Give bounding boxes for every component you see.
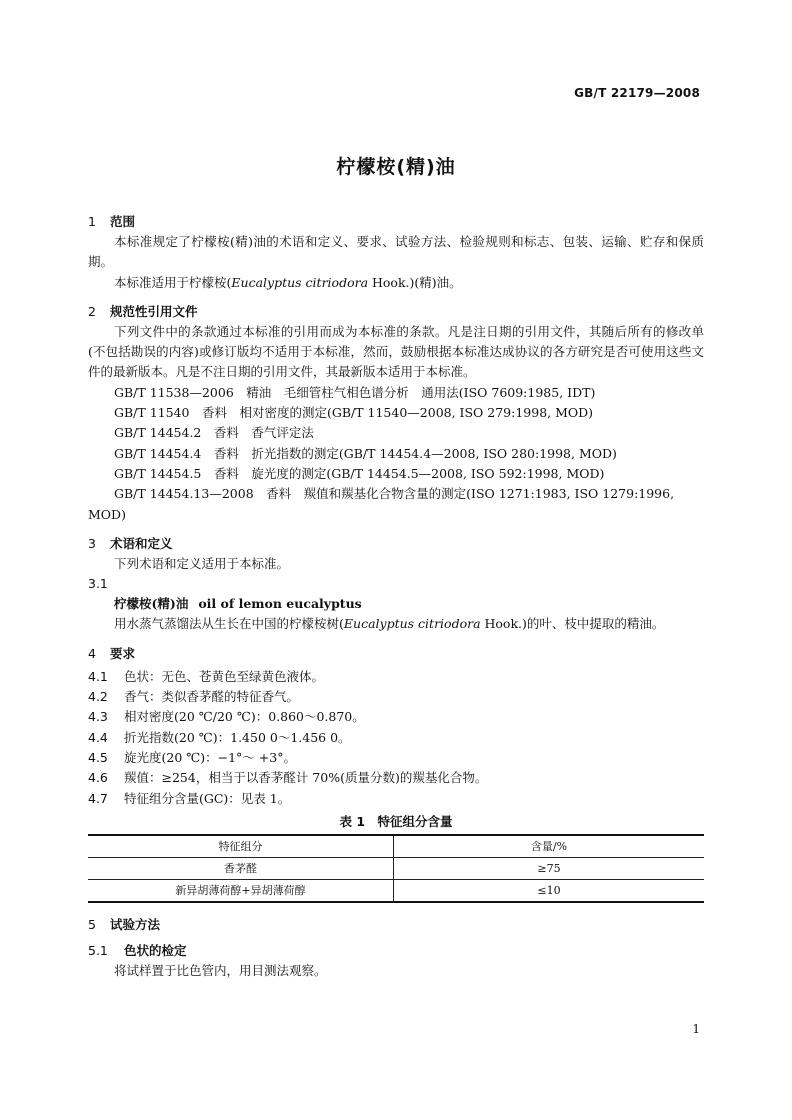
subsection-number: 5.1 (88, 942, 108, 958)
requirement-text: 香气：类似香茅醛的特征香气。 (124, 689, 300, 705)
text-run: Hook.)(精)油。 (368, 274, 462, 290)
subsection-heading (88, 941, 704, 961)
requirement-item (88, 768, 704, 788)
subsection-title: 色状的检定 (124, 942, 187, 958)
latin-name: Eucalyptus citriodora (343, 616, 481, 632)
paragraph: 本标准规定了柠檬桉(精)油的术语和定义、要求、试验方法、检验规则和标志、包装、运输、贮存和保质期。 (88, 234, 704, 270)
requirement-item (88, 687, 704, 707)
text-run: Hook.)的叶、枝中提取的精油。 (480, 616, 665, 632)
section-number: 5 (88, 916, 96, 932)
paragraph: 下列文件中的条款通过本标准的引用而成为本标准的条款。凡是注日期的引用文件，其随后所有的修改单(不包括勘误的内容)或修订版均不适用于本标准，然而，鼓励根据本标准达成协议的各方研究是否可使用这些文件的最新版本。凡是不注日期的引用文件，其最新版本适用于本标准。 (88, 323, 704, 380)
requirement-number: 4.1 (88, 668, 108, 684)
reference-item: GB/T 11540 香料 相对密度的测定(GB/T 11540—2008, ISO 279:1998, MOD) (114, 405, 594, 421)
section-heading (88, 534, 704, 554)
section-title: 范围 (110, 214, 136, 229)
reference-item: GB/T 14454.2 香料 香气评定法 (114, 425, 314, 441)
text-run: 本标准适用于柠檬桉( (114, 274, 232, 290)
requirement-text: 特征组分含量(GC)：见表 1。 (124, 790, 291, 806)
requirement-item (88, 667, 704, 687)
term-number: 3.1 (88, 576, 108, 592)
section-title: 规范性引用文件 (110, 303, 198, 319)
reference-item: GB/T 14454.13—2008 香料 羰值和羰基化合物含量的测定(ISO 1271:1983, ISO 1279:1996, MOD) (88, 486, 675, 522)
requirement-number: 4.3 (88, 709, 108, 725)
requirement-number: 4.7 (88, 790, 108, 806)
section-terms-definitions (88, 534, 704, 635)
section-requirements (88, 644, 704, 903)
term-chinese: 柠檬桉(精)油 (114, 596, 189, 612)
section-heading (88, 212, 704, 232)
section-test-methods (88, 915, 704, 981)
requirement-item (88, 728, 704, 748)
section-normative-references (88, 302, 704, 525)
section-title: 要求 (110, 645, 136, 661)
reference-item: GB/T 11538—2006 精油 毛细管柱气相色谱分析 通用法(ISO 7609:1985, IDT) (114, 384, 596, 400)
section-scope (88, 212, 704, 293)
table-cell: ≤10 (394, 879, 705, 902)
section-heading (88, 915, 704, 935)
section-number: 3 (88, 535, 96, 551)
requirement-number: 4.5 (88, 749, 108, 765)
text-run: 用水蒸气蒸馏法从生长在中国的柠檬桉树( (114, 616, 344, 632)
paragraph: 将试样置于比色管内，用目测法观察。 (114, 962, 327, 978)
latin-name: Eucalyptus citriodora (231, 274, 369, 290)
term-definition (88, 614, 704, 634)
section-number: 4 (88, 645, 96, 661)
requirement-item (88, 748, 704, 768)
section-title: 试验方法 (110, 916, 161, 932)
section-number: 1 (88, 214, 96, 229)
requirement-text: 羰值：≥254，相当于以香茅醛计 70%(质量分数)的羰基化合物。 (124, 770, 488, 786)
column-header: 特征组分 (88, 835, 394, 858)
component-table (88, 834, 704, 903)
table-header-row (88, 835, 704, 858)
requirement-number: 4.6 (88, 770, 108, 786)
requirement-number: 4.2 (88, 689, 108, 705)
page-number: 1 (692, 1022, 700, 1036)
table-cell: 新异胡薄荷醇+异胡薄荷醇 (88, 879, 394, 902)
term-english: oil of lemon eucalyptus (198, 596, 362, 612)
section-heading (88, 644, 704, 664)
table-cell: ≥75 (394, 857, 705, 879)
requirement-item (88, 789, 704, 809)
requirement-text: 相对密度(20 ℃/20 ℃)：0.860～0.870。 (124, 709, 365, 725)
document-title: 柠檬桉(精)油 (336, 156, 456, 178)
requirement-item (88, 707, 704, 727)
section-heading (88, 302, 704, 322)
requirement-text: 折光指数(20 ℃)：1.450 0～1.456 0。 (124, 729, 351, 745)
term-entry (88, 594, 704, 614)
requirement-text: 色状：无色、苍黄色至绿黄色液体。 (124, 668, 325, 684)
requirement-number: 4.4 (88, 729, 108, 745)
paragraph (88, 273, 704, 293)
paragraph: 下列术语和定义适用于本标准。 (114, 555, 290, 571)
section-number: 2 (88, 303, 96, 319)
table-row (88, 857, 704, 879)
reference-item: GB/T 14454.5 香料 旋光度的测定(GB/T 14454.5—2008, ISO 592:1998, MOD) (114, 465, 605, 481)
table-caption: 表 1 特征组分含量 (339, 813, 453, 829)
reference-item: GB/T 14454.4 香料 折光指数的测定(GB/T 14454.4—2008, ISO 280:1998, MOD) (114, 445, 617, 461)
standard-code: GB/T 22179—2008 (574, 86, 700, 100)
table-cell: 香茅醛 (88, 857, 394, 879)
column-header: 含量/% (394, 835, 705, 858)
requirement-text: 旋光度(20 ℃)：−1°～ +3°。 (124, 749, 296, 765)
document-body (88, 212, 704, 990)
table-row (88, 879, 704, 902)
section-title: 术语和定义 (110, 535, 173, 551)
